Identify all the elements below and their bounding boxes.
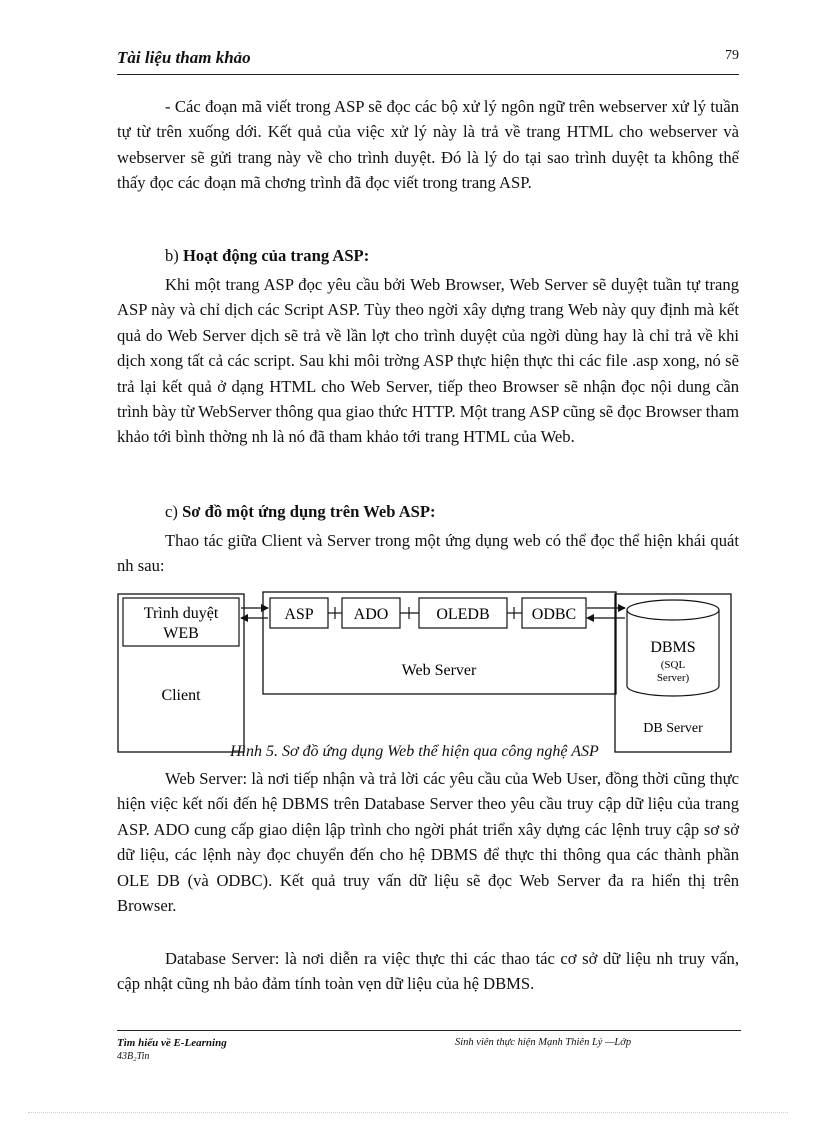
dbms-sub-line1: (SQL [660, 659, 686, 671]
odbc-label: ODBC [531, 606, 577, 623]
paragraph-asp-processing: - Các đoạn mã viết trong ASP sẽ đọc các bộ xử lý ngôn ngữ trên webserver xử lý tuần tự từ trên xuống dới. Kết quả của việc xử lý này là trả về trang HTML cho webserver và webserver sẽ gửi trang này về cho trình duyệt. Đó là lý do tại sao trình duyệt ta không thể thấy đọc các đoạn mã chơng trình đã đọc viết trong trang ASP. [117, 97, 739, 193]
dbms-label: DBMS [650, 639, 696, 656]
footer-left [117, 1037, 227, 1063]
heading-b-prefix: b) [165, 246, 179, 265]
asp-architecture-diagram [117, 588, 735, 754]
heading-b-title: Hoạt động của trang ASP: [182, 246, 370, 265]
paragraph-database-server: Database Server: là nơi diễn ra việc thực thi các thao tác cơ sở dữ liệu nh truy vấn, cập nhật cũng nh bảo đảm tính toàn vẹn dữ liệu của hệ DBMS. [117, 949, 739, 994]
figure-caption: Hình 5. Sơ đồ ứng dụng Web thể hiện qua công nghệ ASP [230, 743, 599, 760]
dbms-sub-line2: Server) [656, 672, 690, 684]
heading-asp-operation [165, 246, 369, 266]
page-header [117, 46, 739, 75]
client-label: Client [161, 687, 201, 704]
footer-title: Tìm hiểu về E-Learning [117, 1037, 227, 1049]
oledb-label: OLEDB [436, 606, 490, 623]
asp-label: ASP [284, 606, 314, 623]
paragraph-diagram-intro: Thao tác giữa Client và Server trong một ứng dụng web có thể đọc thể hiện khái quát nh sau: [117, 531, 739, 576]
database-cylinder-top [627, 600, 719, 620]
browser-label-line1: Trình duyệt [143, 605, 219, 622]
header-title: Tài liệu tham khảo [117, 48, 251, 67]
heading-c-title: Sơ đồ một ứng dụng trên Web ASP: [182, 502, 436, 521]
web-server-label: Web Server [401, 662, 477, 679]
page-edge-divider [28, 1112, 788, 1113]
footer-author: Sinh viên thực hiện Mạnh Thiên Lý —Lớp [455, 1037, 632, 1048]
db-server-label: DB Server [643, 721, 703, 736]
heading-c-prefix: c) [165, 502, 178, 521]
ado-label: ADO [353, 606, 389, 623]
footer-class: 43B₂Tin [117, 1051, 150, 1062]
browser-label-line2: WEB [163, 625, 199, 642]
page-footer [117, 1030, 741, 1065]
heading-asp-diagram [165, 502, 436, 522]
page-number: 79 [725, 48, 739, 63]
paragraph-asp-operation: Khi một trang ASP đọc yêu cầu bởi Web Browser, Web Server sẽ duyệt tuần tự trang ASP này và chỉ dịch các Script ASP. Tùy theo ngời xây dựng trang Web này quy định mà kết quả do Web Server dịch sẽ trả về lần lợt cho trình duyệt của ngời dùng hay là chỉ trả về khi dịch xong tất cả các script. Sau khi môi trờng ASP thực hiện thực thi các file .asp xong, nó sẽ trả lại kết quả ở dạng HTML cho Web Server, tiếp theo Browser sẽ nhận đọc nội dung cần trình bày từ WebServer thông qua giao thức HTTP. Một trang ASP cũng sẽ đọc Browser tham khảo tới bình thờng nh là nó đã tham khảo tới trang HTML của Web. [117, 275, 739, 447]
paragraph-web-server: Web Server: là nơi tiếp nhận và trả lời các yêu cầu của Web User, đồng thời cũng thực hiện việc kết nối đến hệ DBMS trên Database Server theo yêu cầu truy cập dữ liệu của trang ASP. ADO cung cấp giao diện lập trình cho ngời phát triển xây dựng các lệnh truy cập sơ sở dữ liệu, các lệnh này đọc chuyển đến cho hệ DBMS để thực thi thông qua các thành phần OLE DB (và ODBC). Kết quả truy vấn dữ liệu sẽ đọc Web Server đa ra hiển thị trên Browser. [117, 769, 739, 916]
